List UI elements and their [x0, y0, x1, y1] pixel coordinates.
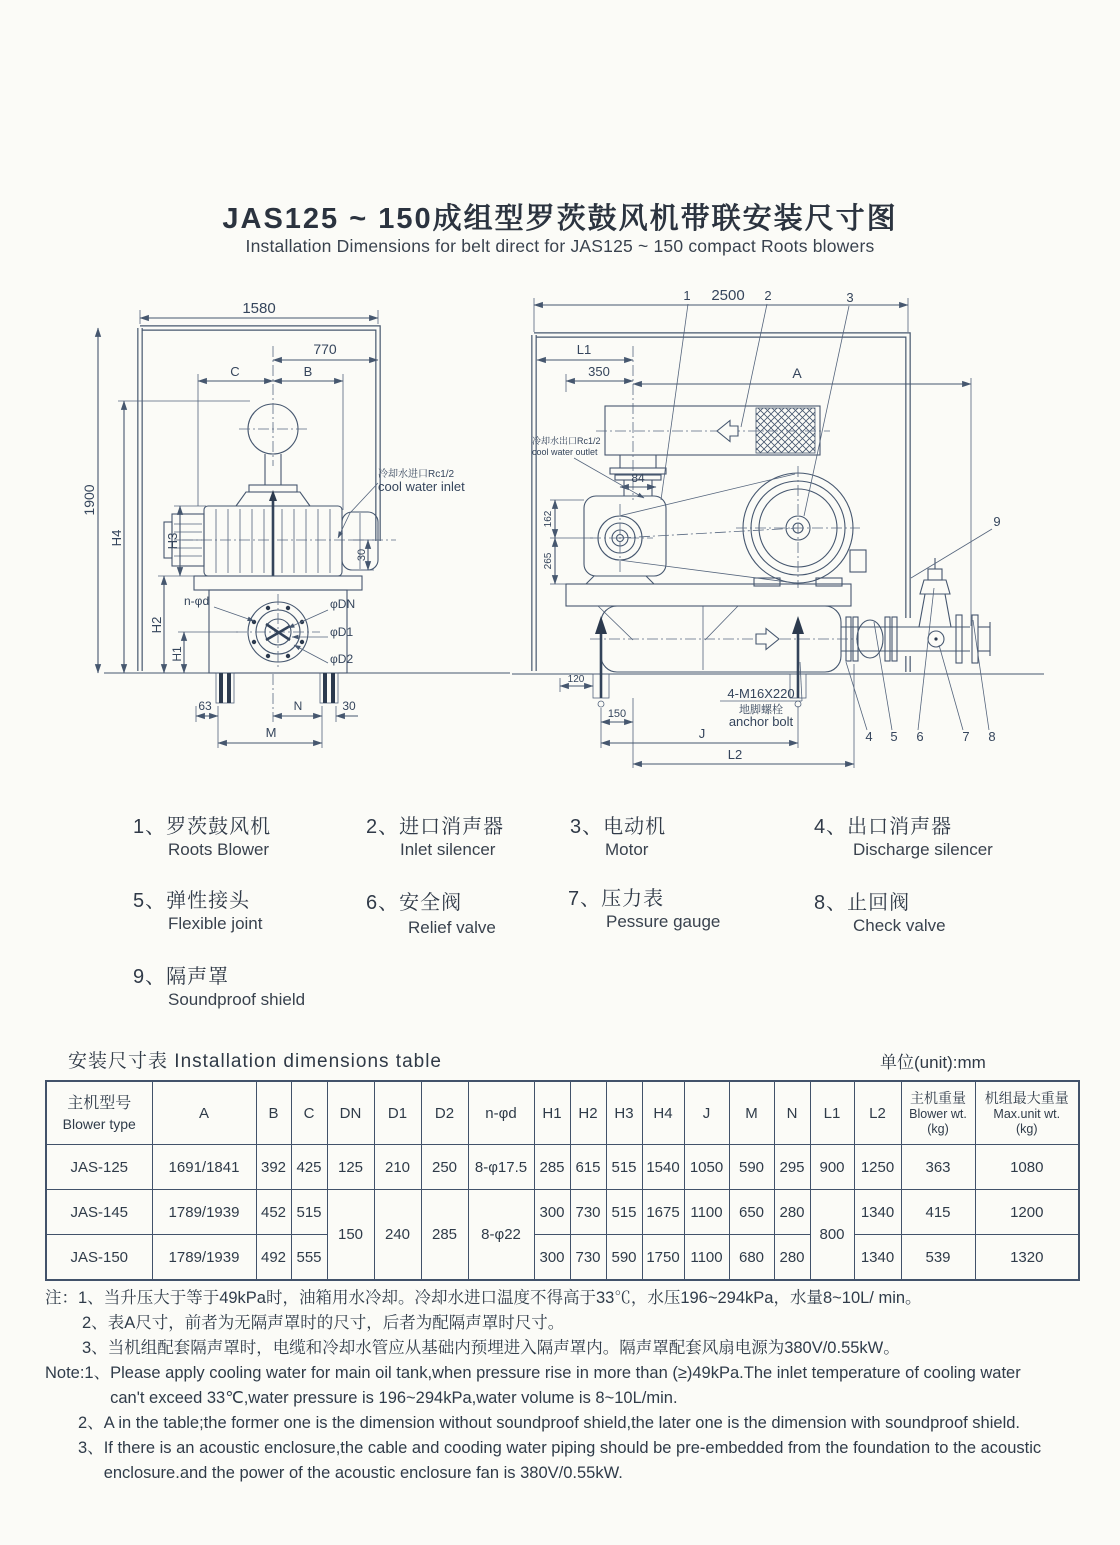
- cell-N: 295: [774, 1145, 810, 1190]
- col-blower-wt-en: Blower wt.: [909, 1106, 967, 1121]
- col-N: N: [774, 1081, 810, 1145]
- cell-H4: 1750: [642, 1235, 684, 1281]
- legend-item-5-zh: [133, 884, 250, 913]
- dim-h3: H3: [165, 532, 180, 550]
- cell-wt: 539: [901, 1235, 975, 1281]
- dim-m: M: [265, 725, 277, 740]
- shield-outline: [104, 328, 510, 673]
- cell-D2-merged: 285: [421, 1190, 468, 1281]
- legend-item-8-en: Check valve: [853, 916, 946, 935]
- note-en-2: [45, 1411, 1045, 1436]
- col-L1: L1: [810, 1081, 854, 1145]
- cell-type: JAS-125: [46, 1145, 152, 1190]
- note-zh-3: [45, 1336, 1045, 1361]
- discharge-pipeline: [841, 558, 990, 663]
- legend-item-2-zh: [366, 810, 504, 839]
- col-max-unit-wt-zh: 机组最大重量: [984, 1089, 1069, 1106]
- col-blower-type: [46, 1081, 152, 1145]
- cell-N: 280: [774, 1235, 810, 1281]
- dim-n: N: [293, 699, 303, 713]
- col-DN: DN: [327, 1081, 374, 1145]
- cell-M: 680: [729, 1235, 774, 1281]
- dim-150: 150: [607, 708, 627, 720]
- legend-item-7-en: Pessure gauge: [606, 912, 721, 931]
- cell-L1: 900: [810, 1145, 854, 1190]
- legend-zh-text: 进口消声器: [399, 816, 505, 838]
- roots-blower-front: [164, 490, 396, 576]
- note-prefix: 2、: [78, 1414, 104, 1432]
- dim-b: B: [303, 364, 313, 379]
- cell-H4: 1540: [642, 1145, 684, 1190]
- legend-zh-text: 安全阀: [399, 892, 463, 914]
- page-subtitle: Installation Dimensions for belt direct for JAS125 ~ 150 compact Roots blowers: [245, 236, 875, 256]
- note-zh-1: [45, 1286, 1045, 1311]
- label-phi-d2: φD2: [330, 652, 354, 666]
- cell-J: 1100: [684, 1190, 729, 1235]
- legend-item-4-zh: [814, 810, 952, 839]
- cell-DN: 125: [327, 1145, 374, 1190]
- legend-num: 3、: [570, 816, 604, 838]
- dim-h4: H4: [109, 529, 124, 547]
- legend-zh-text: 罗茨鼓风机: [166, 816, 272, 838]
- page-title: JAS125 ~ 150成组型罗茨鼓风机带联安装尺寸图: [222, 203, 898, 235]
- cell-C: 555: [291, 1235, 327, 1281]
- cell-wt: 363: [901, 1145, 975, 1190]
- legend-zh-text: 电动机: [603, 816, 667, 838]
- cell-H2: 730: [570, 1190, 606, 1235]
- note-prefix: Note:1、: [45, 1364, 111, 1382]
- col-L2: L2: [854, 1081, 901, 1145]
- cell-n-phi-d: 8-φ17.5: [468, 1145, 534, 1190]
- cell-n-phi-d-merged: 8-φ22: [468, 1190, 534, 1281]
- side-view-drawing: [498, 288, 1058, 788]
- legend-zh-text: 出口消声器: [847, 816, 953, 838]
- cell-H4: 1675: [642, 1190, 684, 1235]
- dim-350: 350: [588, 364, 610, 379]
- note-en-1: [45, 1361, 1045, 1411]
- dim-30-bottom: 30: [342, 699, 356, 713]
- blower-and-motor-side: [584, 466, 866, 588]
- shield-outline-side: [512, 335, 1044, 674]
- cell-L2: 1250: [854, 1145, 901, 1190]
- notes-section: [45, 1286, 1045, 1486]
- label-phi-d1: φD1: [330, 625, 354, 639]
- legend-item-3-zh: [570, 810, 666, 839]
- col-max-unit-wt: [975, 1081, 1079, 1145]
- legend-num: 2、: [366, 816, 400, 838]
- table-header-row: [46, 1081, 1079, 1145]
- legend-item-6-en: Relief valve: [408, 918, 496, 937]
- legend-zh-text: 弹性接头: [166, 890, 251, 912]
- legend-item-3-en: Motor: [605, 840, 649, 859]
- front-view-drawing: [78, 288, 518, 788]
- legend-item-9-en: Soundproof shield: [168, 990, 306, 1009]
- leader-label-4: 4: [865, 729, 873, 744]
- cell-D1: 210: [374, 1145, 421, 1190]
- legend-item-1-zh: [133, 810, 271, 839]
- dim-a: A: [792, 365, 802, 381]
- col-n-phi-d: n-φd: [468, 1081, 534, 1145]
- cell-H1: 300: [534, 1235, 570, 1281]
- cell-C: 515: [291, 1190, 327, 1235]
- dim-265: 265: [543, 552, 554, 570]
- note-prefix: 注：1、: [45, 1289, 104, 1307]
- legend-num: 6、: [366, 892, 400, 914]
- cell-B: 492: [256, 1235, 291, 1281]
- note-text: 表A尺寸，前者为无隔声罩时的尺寸，后者为配隔声罩时尺寸。: [107, 1314, 565, 1332]
- legend-item-4-en: Discharge silencer: [853, 840, 993, 859]
- col-D2: D2: [421, 1081, 468, 1145]
- note-en-3: [45, 1436, 1045, 1486]
- table-row: [46, 1235, 1079, 1281]
- cell-H1: 285: [534, 1145, 570, 1190]
- base-and-tank-front: [194, 576, 362, 703]
- cell-M: 650: [729, 1190, 774, 1235]
- cell-H3: 515: [606, 1190, 642, 1235]
- note-text: A in the table;the former one is the dimension without soundproof shield,the later one is the dimension with soundproof shield.: [103, 1414, 1020, 1432]
- dim-h2: H2: [149, 616, 164, 634]
- col-B: B: [256, 1081, 291, 1145]
- col-blower-wt: [901, 1081, 975, 1145]
- cell-A: 1789/1939: [152, 1235, 256, 1281]
- cell-J: 1100: [684, 1235, 729, 1281]
- cool-water-outlet-label-zh: 冷却水出口Rc1/2: [532, 436, 601, 446]
- note-text: 当机组配套隔声罩时，电缆和冷却水管应从基础内预埋进入隔声罩内。隔声罩配套风扇电源为380V/0.55kW。: [107, 1339, 900, 1357]
- note-prefix: 3、: [82, 1339, 108, 1357]
- legend-num: 1、: [133, 816, 167, 838]
- col-H4: H4: [642, 1081, 684, 1145]
- col-blower-wt-zh: 主机重量: [910, 1089, 966, 1106]
- col-max-unit-wt-kg: (kg): [1015, 1121, 1038, 1136]
- legend-num: 9、: [133, 966, 167, 988]
- cell-H2: 730: [570, 1235, 606, 1281]
- cell-maxwt: 1320: [975, 1235, 1079, 1281]
- col-M: M: [729, 1081, 774, 1145]
- leader-label-2: 2: [764, 288, 772, 303]
- note-prefix: 3、: [78, 1439, 104, 1457]
- dim-120: 120: [567, 674, 585, 685]
- cell-H3: 515: [606, 1145, 642, 1190]
- dim-j: J: [698, 726, 706, 741]
- installation-dimensions-table: [45, 1080, 1080, 1281]
- label-phi-dn: φDN: [330, 597, 356, 611]
- cool-water-outlet-label-en: cool water outlet: [532, 447, 598, 457]
- legend-item-8-zh: [814, 886, 910, 915]
- cell-type: JAS-145: [46, 1190, 152, 1235]
- cell-H2: 615: [570, 1145, 606, 1190]
- cell-L1-merged: 800: [810, 1190, 854, 1281]
- cool-water-inlet-label-en: cool water inlet: [378, 479, 465, 494]
- inlet-silencer-front: [236, 346, 310, 506]
- col-H2: H2: [570, 1081, 606, 1145]
- table-row: [46, 1145, 1079, 1190]
- note-prefix: 2、: [82, 1314, 108, 1332]
- table-title: [68, 1046, 442, 1073]
- col-blower-type-en: Blower type: [62, 1116, 136, 1132]
- note-text: 当升压大于等于49kPa时，油箱用水冷却。冷却水进口温度不得高于33℃，水压196~294kPa，水量8~10L/ min。: [103, 1289, 922, 1307]
- note-zh-2: [45, 1311, 1045, 1336]
- cell-C: 425: [291, 1145, 327, 1190]
- leader-label-6: 6: [916, 729, 924, 744]
- cell-A: 1789/1939: [152, 1190, 256, 1235]
- base-and-tank-side: [566, 584, 858, 707]
- dim-1900: 1900: [81, 484, 97, 516]
- legend-num: 4、: [814, 816, 848, 838]
- legend-item-2-en: Inlet silencer: [400, 840, 496, 859]
- anchor-bolt-label-en: anchor bolt: [728, 714, 794, 729]
- cell-DN-merged: 150: [327, 1190, 374, 1281]
- legend-num: 8、: [814, 892, 848, 914]
- col-blower-type-zh: 主机型号: [67, 1095, 132, 1112]
- cell-B: 392: [256, 1145, 291, 1190]
- col-A: A: [152, 1081, 256, 1145]
- leader-label-5: 5: [890, 729, 898, 744]
- note-text: If there is an acoustic enclosure,the cable and cooding water piping should be pre-embedded from the foundation to the acoustic enclosure.and the power of the acoustic enclosure fan is 380V/0.55kW.: [103, 1439, 1042, 1482]
- cell-J: 1050: [684, 1145, 729, 1190]
- leader-label-9: 9: [993, 514, 1001, 529]
- table-unit: 单位(unit):mm: [880, 1053, 986, 1072]
- anchor-bolt-label-zh: 地脚螺栓: [739, 704, 783, 716]
- leader-label-8: 8: [988, 729, 996, 744]
- legend-zh-text: 压力表: [601, 888, 665, 910]
- cell-H3: 590: [606, 1235, 642, 1281]
- col-blower-wt-kg: (kg): [927, 1121, 949, 1136]
- anchor-bolt-code: 4-M16X220: [727, 686, 795, 701]
- dim-770: 770: [313, 341, 337, 357]
- leader-label-7: 7: [962, 729, 970, 744]
- dim-l1: L1: [576, 342, 592, 357]
- table-title-zh: 安装尺寸表: [68, 1051, 169, 1072]
- dim-63: 63: [198, 699, 212, 713]
- dim-84: 84: [631, 471, 645, 485]
- legend-num: 5、: [133, 890, 167, 912]
- cell-type: JAS-150: [46, 1235, 152, 1281]
- leader-label-3: 3: [846, 290, 854, 305]
- dim-162: 162: [543, 510, 554, 528]
- col-H3: H3: [606, 1081, 642, 1145]
- table-row: [46, 1190, 1079, 1235]
- label-n-phi-d: n-φd: [184, 594, 210, 608]
- table-title-en: Installation dimensions table: [174, 1051, 442, 1072]
- dim-30-side: 30: [356, 548, 368, 562]
- col-max-unit-wt-en: Max.unit wt.: [993, 1106, 1061, 1121]
- cell-A: 1691/1841: [152, 1145, 256, 1190]
- legend-num: 7、: [568, 888, 602, 910]
- legend-item-7-zh: [568, 882, 664, 911]
- cell-maxwt: 1080: [975, 1145, 1079, 1190]
- cell-D2: 250: [421, 1145, 468, 1190]
- cell-B: 452: [256, 1190, 291, 1235]
- col-D1: D1: [374, 1081, 421, 1145]
- legend-item-6-zh: [366, 886, 462, 915]
- dim-1580: 1580: [242, 300, 276, 317]
- cell-N: 280: [774, 1190, 810, 1235]
- dim-h1: H1: [170, 646, 184, 662]
- col-J: J: [684, 1081, 729, 1145]
- cell-H1: 300: [534, 1190, 570, 1235]
- dim-2500: 2500: [711, 288, 745, 304]
- note-text: Please apply cooling water for main oil tank,when pressure rise in more than (≥)49kPa.The inlet temperature of cooling water can't exceed 33℃,water pressure is 196~294kPa,water volume is 8~10L/min.: [110, 1364, 1021, 1407]
- dim-l2: L2: [727, 747, 743, 762]
- leader-label-1: 1: [683, 288, 691, 303]
- legend-item-9-zh: [133, 960, 229, 989]
- legend-item-5-en: Flexible joint: [168, 914, 263, 933]
- cell-L2: 1340: [854, 1190, 901, 1235]
- legend-zh-text: 隔声罩: [166, 966, 230, 988]
- cool-water-inlet-label-zh: 冷却水进口Rc1/2: [378, 469, 455, 480]
- cell-maxwt: 1200: [975, 1190, 1079, 1235]
- cell-wt: 415: [901, 1190, 975, 1235]
- cell-L2: 1340: [854, 1235, 901, 1281]
- col-H1: H1: [534, 1081, 570, 1145]
- cell-M: 590: [729, 1145, 774, 1190]
- col-C: C: [291, 1081, 327, 1145]
- legend-zh-text: 止回阀: [847, 892, 911, 914]
- cell-D1-merged: 240: [374, 1190, 421, 1281]
- legend-item-1-en: Roots Blower: [168, 840, 270, 859]
- dim-c: C: [230, 364, 240, 379]
